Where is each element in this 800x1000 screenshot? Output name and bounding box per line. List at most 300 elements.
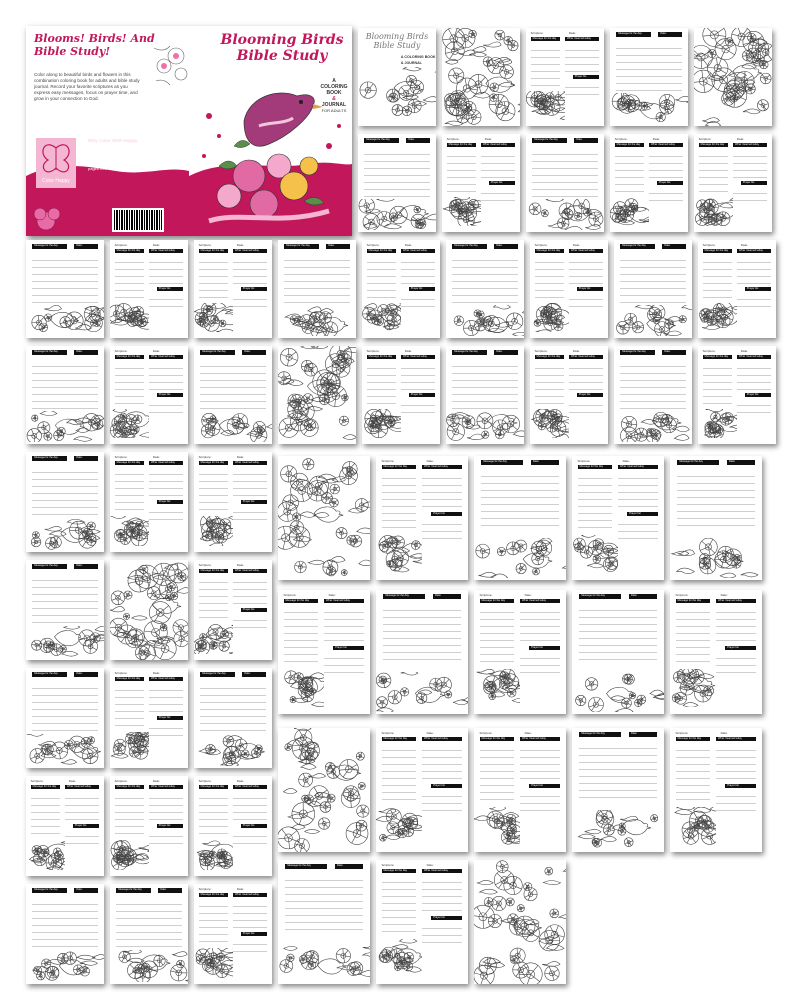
- journal-page: [194, 668, 272, 768]
- prayer-bar-label: Prayer list: [433, 511, 445, 515]
- writing-lines: [233, 576, 267, 606]
- journal-page: [278, 590, 370, 714]
- journal-page: [26, 776, 104, 876]
- scripture-label: Scripture:: [577, 459, 591, 463]
- scripture-label: Scripture:: [534, 243, 548, 247]
- writing-lines: [532, 148, 598, 197]
- prayer-bar-label: Prayer list: [242, 500, 255, 503]
- message-header-bar-label: Message for the day: [454, 244, 478, 247]
- floral-bird-illustration: [362, 409, 401, 438]
- bird-outline: [314, 507, 343, 522]
- message-bar-label: Message for the day: [532, 37, 557, 40]
- prayer-bar-label: Prayer list: [490, 181, 503, 185]
- writing-lines: [32, 574, 98, 624]
- writing-lines: [364, 148, 430, 197]
- writing-lines: [285, 874, 362, 936]
- message-bar-label: Message for the day: [32, 785, 57, 788]
- message-bar-label: Message for the day: [200, 893, 225, 896]
- scripture-label: Scripture:: [614, 137, 628, 141]
- writing-lines: [199, 468, 229, 516]
- message-bar-label: Message for the day: [536, 355, 561, 358]
- date-header-bar-label: Date:: [76, 350, 83, 353]
- subtitle-for-adults: FOR ADULTS: [321, 108, 347, 113]
- writing-lines: [579, 742, 656, 804]
- writing-lines: [284, 254, 350, 303]
- writing-lines: [452, 254, 518, 303]
- date-label: Date:: [426, 731, 434, 735]
- floral-bird-illustration: [694, 197, 733, 226]
- writing-lines: [422, 518, 462, 543]
- writing-lines: [569, 256, 603, 285]
- writing-lines: [520, 744, 560, 781]
- floral-bird-illustration: [698, 409, 737, 438]
- journal-page: [670, 728, 762, 852]
- front-cover-title: Blooming Birds Bible Study: [220, 32, 344, 64]
- journal-page: [362, 240, 440, 338]
- thumbnail-title: Blooming Birds Bible Study: [365, 32, 429, 50]
- prayer-bar-label: Prayer list: [74, 824, 87, 827]
- writing-lines: [676, 606, 711, 666]
- writing-lines: [620, 254, 686, 303]
- prayer-bar-label: Prayer list: [433, 915, 445, 919]
- message-header-bar-label: Message for the day: [118, 888, 142, 891]
- writing-lines: [149, 399, 183, 419]
- message-bar-label: Message for the day: [200, 249, 225, 252]
- scripture-label: Scripture:: [702, 349, 716, 353]
- message-header-bar-label: Message for the day: [202, 672, 226, 675]
- scripture-label: Scripture:: [702, 243, 716, 247]
- scripture-label: Scripture:: [534, 349, 548, 353]
- journal-page: [526, 134, 604, 232]
- writing-lines: [615, 150, 645, 197]
- writing-lines: [677, 470, 754, 532]
- writing-lines: [569, 362, 603, 391]
- writing-lines: [649, 187, 683, 207]
- coloring-page: [278, 456, 370, 580]
- writing-lines: [199, 900, 229, 948]
- bird-outline: [622, 819, 651, 834]
- journal-page: [110, 776, 188, 876]
- floral-bird-illustration: [110, 950, 188, 982]
- writing-lines: [31, 792, 61, 840]
- floral-bird-illustration: [572, 535, 618, 572]
- message-header-bar-label: Message for the day: [34, 244, 58, 247]
- prayer-bar-label: Prayer list: [578, 393, 591, 397]
- message-header-bar-label: Message for the day: [385, 594, 409, 597]
- writing-lines: [149, 293, 183, 313]
- message-bar-label: Message for the day: [116, 355, 141, 358]
- date-label: Date:: [740, 243, 749, 247]
- full-page-coloring-illustration: [474, 860, 566, 984]
- journal-page: [446, 240, 524, 338]
- subtitle-a: A: [332, 78, 336, 84]
- journal-page: [442, 134, 520, 232]
- floral-bird-illustration: [446, 305, 524, 336]
- writing-lines: [579, 604, 656, 666]
- floral-bird-illustration: [572, 672, 664, 712]
- date-header-bar-label: Date:: [76, 888, 83, 891]
- writing-lines: [733, 150, 767, 179]
- prayer-bar-label: Prayer list: [158, 393, 171, 397]
- scripture-label: Scripture:: [366, 243, 380, 247]
- floral-bird-illustration: [278, 942, 370, 982]
- date-label: Date:: [236, 887, 245, 891]
- writing-lines: [149, 468, 183, 498]
- date-label: Date:: [572, 243, 581, 247]
- date-label: Date:: [236, 243, 245, 247]
- writing-lines: [699, 150, 729, 197]
- learned-bar-label: What I learned today: [235, 461, 259, 464]
- journal-page: [572, 728, 664, 852]
- date-header-bar-label: Date:: [435, 594, 442, 597]
- floral-bird-illustration: [530, 409, 569, 438]
- message-bar-label: Message for the day: [200, 569, 225, 572]
- writing-lines: [422, 922, 462, 947]
- prayer-bar-label: Prayer list: [742, 181, 755, 185]
- learned-bar-label: What I learned today: [67, 785, 91, 788]
- bird-outline: [317, 959, 346, 974]
- scripture-label: Scripture:: [381, 459, 395, 463]
- prayer-bar-label: Prayer list: [158, 824, 171, 827]
- message-bar-label: Message for the day: [368, 355, 393, 358]
- prayer-bar-label: Prayer list: [746, 287, 759, 291]
- barcode: [112, 208, 164, 232]
- writing-lines: [447, 150, 477, 197]
- color-happy-logo: [36, 138, 76, 188]
- journal-page: [26, 346, 104, 444]
- date-label: Date:: [426, 863, 434, 867]
- journal-page: [610, 28, 688, 126]
- writing-lines: [401, 362, 435, 391]
- about-heading: Why Color With Happy: [88, 138, 138, 143]
- writing-lines: [620, 360, 686, 409]
- floral-bird-illustration: [358, 199, 436, 230]
- full-page-coloring-illustration: [278, 456, 370, 580]
- journal-page: [194, 452, 272, 552]
- subtitle-book: BOOK: [326, 90, 342, 96]
- writing-lines: [233, 792, 267, 822]
- learned-bar-label: What I learned today: [571, 355, 595, 358]
- floral-bird-illustration: [26, 518, 104, 550]
- date-header-bar-label: Date:: [160, 888, 167, 891]
- message-bar-label: Message for the day: [285, 599, 310, 602]
- floral-bird-illustration: [614, 305, 692, 336]
- scripture-label: Scripture:: [446, 137, 460, 141]
- writing-lines: [569, 293, 603, 313]
- writing-lines: [618, 472, 658, 509]
- date-header-bar-label: Date:: [76, 672, 83, 675]
- floral-bird-illustration: [26, 840, 65, 870]
- writing-lines: [737, 362, 771, 391]
- floral-bird-illustration: [194, 734, 272, 766]
- prayer-bar-label: Prayer list: [746, 393, 759, 397]
- writing-lines: [199, 576, 229, 624]
- writing-lines: [65, 792, 99, 822]
- journal-page: [278, 240, 356, 338]
- prayer-bar-label: Prayer list: [242, 608, 255, 611]
- date-label: Date:: [404, 243, 413, 247]
- writing-lines: [703, 362, 733, 409]
- learned-bar-label: What I learned today: [235, 785, 259, 788]
- floral-bird-illustration: [610, 93, 688, 124]
- front-cover: [189, 26, 352, 236]
- message-header-bar-label: Message for the day: [454, 350, 478, 353]
- writing-lines: [324, 652, 364, 677]
- date-header-bar-label: Date:: [76, 456, 83, 459]
- date-label: Date:: [720, 593, 728, 597]
- date-label: Date:: [524, 731, 532, 735]
- message-bar-label: Message for the day: [383, 869, 408, 872]
- writing-lines: [383, 604, 460, 666]
- message-bar-label: Message for the day: [481, 737, 506, 740]
- writing-lines: [284, 606, 319, 666]
- writing-lines: [733, 187, 767, 207]
- writing-lines: [233, 256, 267, 285]
- writing-lines: [115, 362, 145, 409]
- writing-lines: [531, 44, 561, 91]
- floral-bird-illustration: [194, 516, 233, 546]
- floral-bird-illustration: [442, 197, 481, 226]
- writing-lines: [115, 256, 145, 303]
- prayer-bar-label: Prayer list: [433, 783, 445, 787]
- date-label: Date:: [484, 137, 493, 141]
- date-label: Date:: [236, 455, 245, 459]
- message-bar-label: Message for the day: [579, 465, 604, 468]
- learned-bar-label: What I learned today: [151, 355, 175, 358]
- scripture-label: Scripture:: [381, 863, 395, 867]
- journal-page: [26, 560, 104, 660]
- journal-page: [530, 240, 608, 338]
- message-bar-label: Message for the day: [677, 599, 702, 602]
- journal-page: [194, 884, 272, 984]
- writing-lines: [65, 830, 99, 850]
- writing-lines: [116, 898, 182, 948]
- message-header-bar-label: Message for the day: [34, 456, 58, 459]
- full-page-coloring-illustration: [278, 728, 370, 852]
- bird-outline: [55, 631, 84, 646]
- writing-lines: [199, 256, 229, 303]
- date-label: Date:: [328, 593, 336, 597]
- date-label: Date:: [736, 137, 745, 141]
- writing-lines: [382, 744, 417, 804]
- scripture-label: Scripture:: [530, 31, 544, 35]
- writing-lines: [382, 876, 417, 936]
- coloring-page: [442, 28, 520, 126]
- learned-bar-label: What I learned today: [151, 677, 175, 680]
- date-header-bar-label: Date:: [408, 138, 415, 141]
- date-header-bar-label: Date:: [660, 32, 667, 35]
- prayer-bar-label: Prayer list: [578, 287, 591, 291]
- journal-page: [670, 456, 762, 580]
- date-header-bar-label: Date:: [244, 672, 251, 675]
- scripture-label: Scripture:: [366, 349, 380, 353]
- message-header-bar-label: Message for the day: [286, 244, 310, 247]
- journal-page: [530, 346, 608, 444]
- floral-bird-illustration: [110, 732, 149, 762]
- journal-page: [446, 346, 524, 444]
- about-section: [88, 138, 183, 171]
- back-cover-description: Color along to beautiful birds and flowers in this combination coloring book for adults and bible study journal. Record your favorite scriptures as you express easy messages, focus on prayer time, and grow in your connection to God.: [34, 72, 140, 101]
- journal-page: [358, 134, 436, 232]
- journal-page: [670, 590, 762, 714]
- writing-lines: [422, 790, 462, 815]
- message-header-bar-label: Message for the day: [287, 864, 311, 867]
- back-cover-heading: Blooms! Birds! And Bible Study!: [34, 32, 155, 58]
- journal-page: [194, 776, 272, 876]
- writing-lines: [676, 744, 711, 804]
- coloring-page: [278, 728, 370, 852]
- writing-lines: [481, 187, 515, 207]
- journal-page: [572, 590, 664, 714]
- floral-bird-illustration: [362, 303, 401, 332]
- prayer-bar-label: Prayer list: [531, 645, 543, 649]
- writing-lines: [535, 256, 565, 303]
- scripture-label: Scripture:: [479, 593, 493, 597]
- date-label: Date:: [426, 459, 434, 463]
- message-header-bar-label: Message for the day: [622, 244, 646, 247]
- prayer-bar-label: Prayer list: [242, 824, 255, 827]
- learned-bar-label: What I learned today: [522, 599, 546, 602]
- message-bar-label: Message for the day: [448, 143, 473, 146]
- scripture-label: Scripture:: [198, 243, 212, 247]
- learned-bar-label: What I learned today: [424, 737, 448, 740]
- front-cover-subtitle: [317, 78, 351, 114]
- message-bar-label: Message for the day: [700, 143, 725, 146]
- journal-page: [110, 346, 188, 444]
- scripture-label: Scripture:: [114, 671, 128, 675]
- scripture-label: Scripture:: [114, 349, 128, 353]
- message-bar-label: Message for the day: [677, 737, 702, 740]
- writing-lines: [32, 360, 98, 409]
- message-header-bar-label: Message for the day: [622, 350, 646, 353]
- floral-bird-illustration: [614, 411, 692, 442]
- learned-bar-label: What I learned today: [522, 737, 546, 740]
- journal-page: [698, 240, 776, 338]
- writing-lines: [422, 876, 462, 913]
- writing-lines: [520, 790, 560, 815]
- writing-lines: [233, 293, 267, 313]
- date-header-bar-label: Date:: [664, 244, 671, 247]
- journal-page: [110, 668, 188, 768]
- learned-bar-label: What I learned today: [571, 249, 595, 252]
- journal-page: [376, 456, 468, 580]
- date-header-bar-label: Date:: [328, 244, 335, 247]
- message-bar-label: Message for the day: [368, 249, 393, 252]
- scripture-label: Scripture:: [30, 779, 44, 783]
- scripture-label: Scripture:: [198, 779, 212, 783]
- writing-lines: [367, 362, 397, 409]
- writing-lines: [32, 466, 98, 516]
- writing-lines: [115, 792, 145, 840]
- date-label: Date:: [236, 563, 245, 567]
- writing-lines: [233, 938, 267, 958]
- date-header-bar-label: Date:: [76, 244, 83, 247]
- message-bar-label: Message for the day: [704, 249, 729, 252]
- writing-lines: [32, 682, 98, 732]
- prayer-bar-label: Prayer list: [574, 75, 587, 79]
- subtitle-journal: JOURNAL: [321, 102, 347, 108]
- writing-lines: [452, 360, 518, 409]
- message-header-bar-label: Message for the day: [34, 564, 58, 567]
- message-bar-label: Message for the day: [116, 461, 141, 464]
- full-page-coloring-illustration: [278, 346, 356, 444]
- date-label: Date:: [568, 31, 577, 35]
- writing-lines: [737, 399, 771, 419]
- writing-lines: [520, 606, 560, 643]
- date-label: Date:: [622, 459, 630, 463]
- prayer-bar-label: Prayer list: [531, 783, 543, 787]
- thumbnail-line-1: A COLORING BOOK: [400, 55, 436, 60]
- floral-bird-illustration: [526, 199, 604, 230]
- writing-lines: [649, 150, 683, 179]
- floral-bird-illustration: [278, 669, 324, 706]
- date-label: Date:: [524, 593, 532, 597]
- message-header-bar-label: Message for the day: [34, 672, 58, 675]
- journal-page: [194, 560, 272, 660]
- writing-lines: [149, 684, 183, 714]
- date-header-bar-label: Date:: [76, 564, 83, 567]
- learned-bar-label: What I learned today: [151, 461, 175, 464]
- message-header-bar-label: Message for the day: [618, 32, 642, 35]
- journal-page: [110, 452, 188, 552]
- bird-outline: [486, 77, 515, 92]
- writing-lines: [716, 790, 756, 815]
- date-header-bar-label: Date:: [576, 138, 583, 141]
- floral-bird-illustration: [530, 303, 569, 332]
- journal-page: [610, 134, 688, 232]
- date-header-bar-label: Date:: [631, 594, 638, 597]
- bird-outline: [415, 687, 444, 702]
- writing-lines: [616, 42, 682, 91]
- writing-lines: [401, 293, 435, 313]
- scripture-label: Scripture:: [698, 137, 712, 141]
- date-header-bar-label: Date:: [664, 350, 671, 353]
- journal-page: [278, 860, 370, 984]
- floral-bird-illustration: [194, 411, 272, 442]
- coloring-page: [694, 28, 772, 126]
- date-label: Date:: [404, 349, 413, 353]
- floral-bird-illustration: [110, 516, 149, 546]
- floral-bird-illustration: [670, 807, 716, 844]
- floral-bird-illustration: [526, 91, 565, 120]
- learned-bar-label: What I learned today: [735, 143, 759, 146]
- learned-bar-label: What I learned today: [424, 465, 448, 468]
- journal-page: [26, 240, 104, 338]
- message-header-bar-label: Message for the day: [581, 594, 605, 597]
- floral-bird-illustration: [194, 624, 233, 654]
- message-bar-label: Message for the day: [116, 785, 141, 788]
- writing-lines: [565, 81, 599, 101]
- about-text: Color Happy is a family of coloring enthusiasts dedicated to finding the most beautiful art and images to bring you joy. Every coloring book we create combines premium illustration with mindful journaling pages that inspire gratitude and relaxation.: [88, 143, 183, 171]
- journal-page: [376, 728, 468, 852]
- book-cover: [26, 26, 352, 236]
- journal-page: [194, 346, 272, 444]
- writing-lines: [565, 44, 599, 73]
- writing-lines: [233, 830, 267, 850]
- learned-bar-label: What I learned today: [151, 785, 175, 788]
- writing-lines: [578, 472, 613, 532]
- learned-bar-label: What I learned today: [424, 869, 448, 872]
- date-header-bar-label: Date:: [729, 460, 736, 463]
- writing-lines: [149, 256, 183, 285]
- writing-lines: [32, 254, 98, 303]
- date-label: Date:: [652, 137, 661, 141]
- learned-bar-label: What I learned today: [235, 249, 259, 252]
- floral-bird-illustration: [376, 939, 422, 976]
- floral-bird-illustration: [670, 669, 716, 706]
- journal-page: [614, 240, 692, 338]
- message-bar-label: Message for the day: [383, 465, 408, 468]
